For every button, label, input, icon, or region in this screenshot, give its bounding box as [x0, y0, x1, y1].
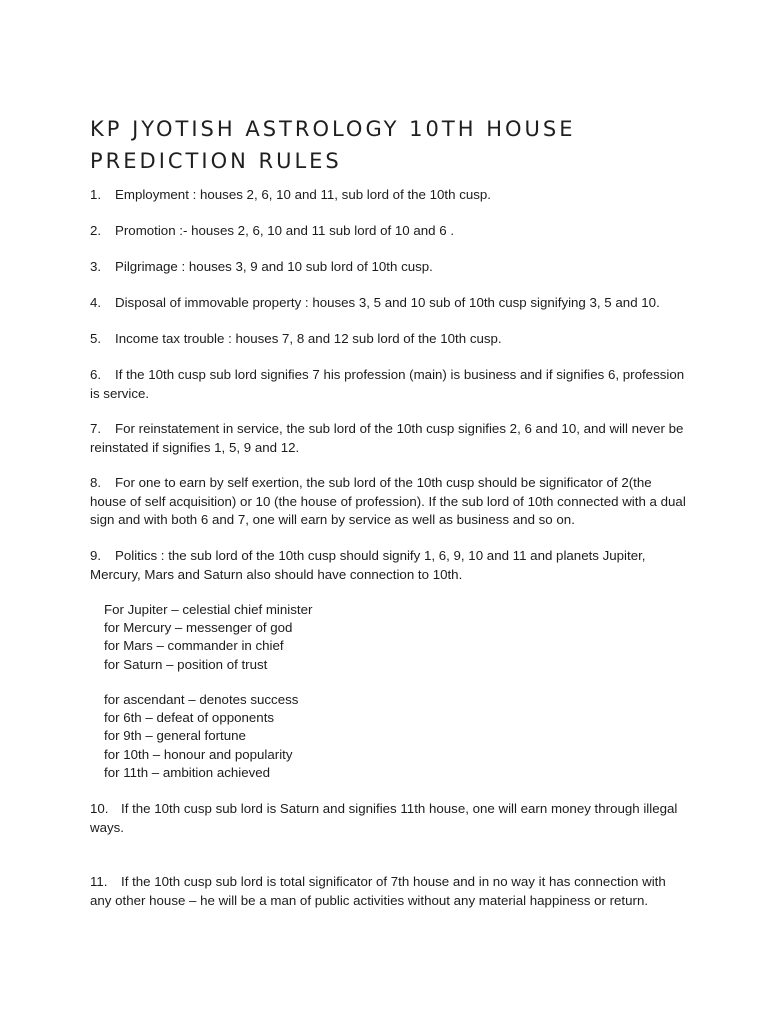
rule-number: 6. [90, 367, 102, 382]
rule-item [90, 420, 690, 457]
list-item: For Jupiter – celestial chief minister [104, 602, 313, 617]
rule-text: If the 10th cusp sub lord is total significator of 7th house and in no way it has connection with any other house – he will be a man of public activities without any material happiness or return. [90, 874, 666, 908]
rule-number: 8. [90, 475, 102, 490]
rule-number: 4. [90, 295, 102, 310]
list-item: for 10th – honour and popularity [104, 746, 293, 762]
rule-text: Politics : the sub lord of the 10th cusp should signify 1, 6, 9, 10 and 11 and planets Jupiter, Mercury, Mars and Saturn also should have connection to 10th. [90, 548, 646, 582]
list-item: for Mars – commander in chief [104, 638, 284, 654]
rule-item [90, 366, 690, 403]
rule-item [90, 547, 690, 584]
rule-item [90, 873, 690, 910]
rule-text: Employment : houses 2, 6, 10 and 11, sub lord of the 10th cusp. [115, 187, 491, 202]
rule-item [90, 800, 690, 837]
list-item: for Mercury – messenger of god [104, 620, 293, 636]
list-item: for 9th – general fortune [104, 728, 246, 744]
rule-item [90, 186, 690, 205]
document-title: KP JYOTISH ASTROLOGY 10TH HOUSE PREDICTION RULES [90, 117, 576, 173]
list-item: for ascendant – denotes success [104, 692, 299, 707]
rule-number: 11. [90, 874, 108, 889]
rule-text: Promotion :- houses 2, 6, 10 and 11 sub lord of 10 and 6 . [115, 223, 455, 238]
rule-number: 1. [90, 187, 102, 202]
rule-text: For reinstatement in service, the sub lord of the 10th cusp signifies 2, 6 and 10, and will never be reinstated if signifies 1, 5, 9 and 12. [90, 421, 684, 455]
rule-item [90, 474, 690, 530]
rule-item [90, 330, 690, 349]
list-item: for 11th – ambition achieved [104, 764, 271, 780]
houses-list [104, 691, 504, 782]
rule-item [90, 222, 690, 241]
rule-number: 10. [90, 801, 109, 816]
rule-text: Income tax trouble : houses 7, 8 and 12 sub lord of the 10th cusp. [115, 331, 502, 346]
list-item: for Saturn – position of trust [104, 656, 268, 672]
rule-item [90, 258, 690, 277]
rule-text: If the 10th cusp sub lord signifies 7 his profession (main) is business and if signifies 6, profession is service. [90, 367, 685, 401]
rule-number: 7. [90, 421, 102, 436]
rule-number: 3. [90, 259, 102, 274]
rule-text: For one to earn by self exertion, the sub lord of the 10th cusp should be significator of 2(the house of self acquisition) or 10 (the house of profession). If the sub lord of 10th connected with a dual sign and with both 6 and 7, one will earn by service as well as business and so on. [90, 475, 686, 527]
rule-item [90, 294, 690, 313]
rule-number: 9. [90, 548, 102, 563]
rule-text: If the 10th cusp sub lord is Saturn and signifies 11th house, one will earn money through illegal ways. [90, 801, 678, 835]
list-item: for 6th – defeat of opponents [104, 710, 275, 726]
rule-number: 2. [90, 223, 102, 238]
rule-number: 5. [90, 331, 102, 346]
planets-list [104, 601, 504, 674]
rule-text: Pilgrimage : houses 3, 9 and 10 sub lord of 10th cusp. [115, 259, 433, 274]
rule-text: Disposal of immovable property : houses 3, 5 and 10 sub of 10th cusp signifying 3, 5 and 10. [115, 295, 660, 310]
